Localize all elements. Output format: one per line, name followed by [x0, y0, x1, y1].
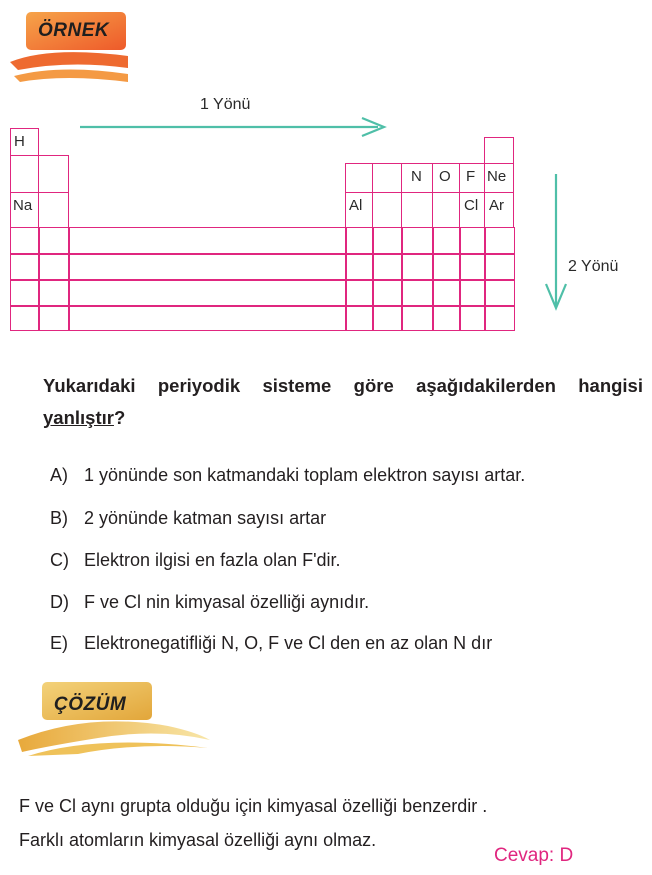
grid-line	[10, 253, 515, 255]
option-e[interactable]	[50, 633, 492, 654]
cell	[38, 155, 69, 193]
grid-line	[345, 227, 347, 331]
cell	[372, 163, 402, 193]
element-o: O	[439, 168, 451, 185]
cell-f	[459, 163, 485, 193]
solution-line-1: F ve Cl aynı grupta olduğu için kimyasal özelliği benzerdir .	[19, 796, 488, 816]
cell-cl	[459, 192, 485, 228]
cell	[372, 192, 402, 228]
direction-1-label: 1 Yönü	[200, 96, 251, 113]
cell	[345, 163, 373, 193]
cell-he	[484, 137, 514, 164]
option-text: Elektronegatifliği N, O, F ve Cl den en az olan N dır	[84, 633, 493, 653]
option-letter: E)	[50, 633, 68, 653]
element-ar: Ar	[489, 197, 504, 214]
grid-line	[372, 227, 374, 331]
cell-na	[10, 192, 39, 228]
grid-line	[10, 279, 515, 281]
grid-line	[68, 227, 70, 331]
question-emphasis: yanlıştır	[43, 407, 114, 428]
option-letter: D)	[50, 592, 69, 612]
element-ne: Ne	[487, 168, 507, 185]
element-f: F	[466, 168, 476, 185]
option-letter: A)	[50, 465, 68, 485]
cell	[401, 192, 433, 228]
question-text	[43, 370, 643, 434]
question-before: Yukarıdaki periyodik sisteme göre aşağıdakilerden hangisi	[43, 375, 643, 396]
answer-text: Cevap: D	[494, 845, 574, 866]
option-letter: B)	[50, 508, 68, 528]
grid-line	[459, 227, 461, 331]
grid-line	[484, 227, 486, 331]
option-text: Elektron ilgisi en fazla olan F'dir.	[84, 550, 341, 570]
cell-o	[432, 163, 460, 193]
option-text: 2 yönünde katman sayısı artar	[84, 508, 327, 528]
cozum-label: ÇÖZÜM	[54, 694, 127, 715]
element-n: N	[411, 168, 422, 185]
cell	[432, 192, 460, 228]
option-text: 1 yönünde son katmandaki toplam elektron sayısı artar.	[84, 465, 526, 485]
element-na: Na	[13, 197, 33, 214]
grid-line	[38, 227, 40, 331]
grid-line	[432, 227, 434, 331]
cell	[38, 192, 69, 228]
option-text: F ve Cl nin kimyasal özelliği aynıdır.	[84, 592, 370, 612]
cell-ne	[484, 163, 514, 193]
question-after: ?	[113, 407, 126, 428]
option-b[interactable]	[50, 508, 326, 529]
option-letter: C)	[50, 550, 69, 570]
direction-2-label: 2 Yönü	[568, 258, 619, 275]
cell	[10, 155, 39, 193]
option-a[interactable]	[50, 465, 525, 486]
element-cl: Cl	[464, 197, 479, 214]
grid-line	[10, 305, 515, 307]
option-d[interactable]	[50, 592, 369, 613]
solution-line-2: Farklı atomların kimyasal özelliği aynı olmaz.	[19, 830, 377, 850]
option-c[interactable]	[50, 550, 341, 571]
element-al: Al	[349, 197, 363, 214]
element-h: H	[14, 133, 25, 150]
cell-n	[401, 163, 433, 193]
periodic-table	[0, 0, 652, 340]
cell-ar	[484, 192, 514, 228]
ornek-label: ÖRNEK	[38, 20, 110, 41]
grid-line	[401, 227, 403, 331]
cell-h	[10, 128, 39, 156]
cell-al	[345, 192, 373, 228]
